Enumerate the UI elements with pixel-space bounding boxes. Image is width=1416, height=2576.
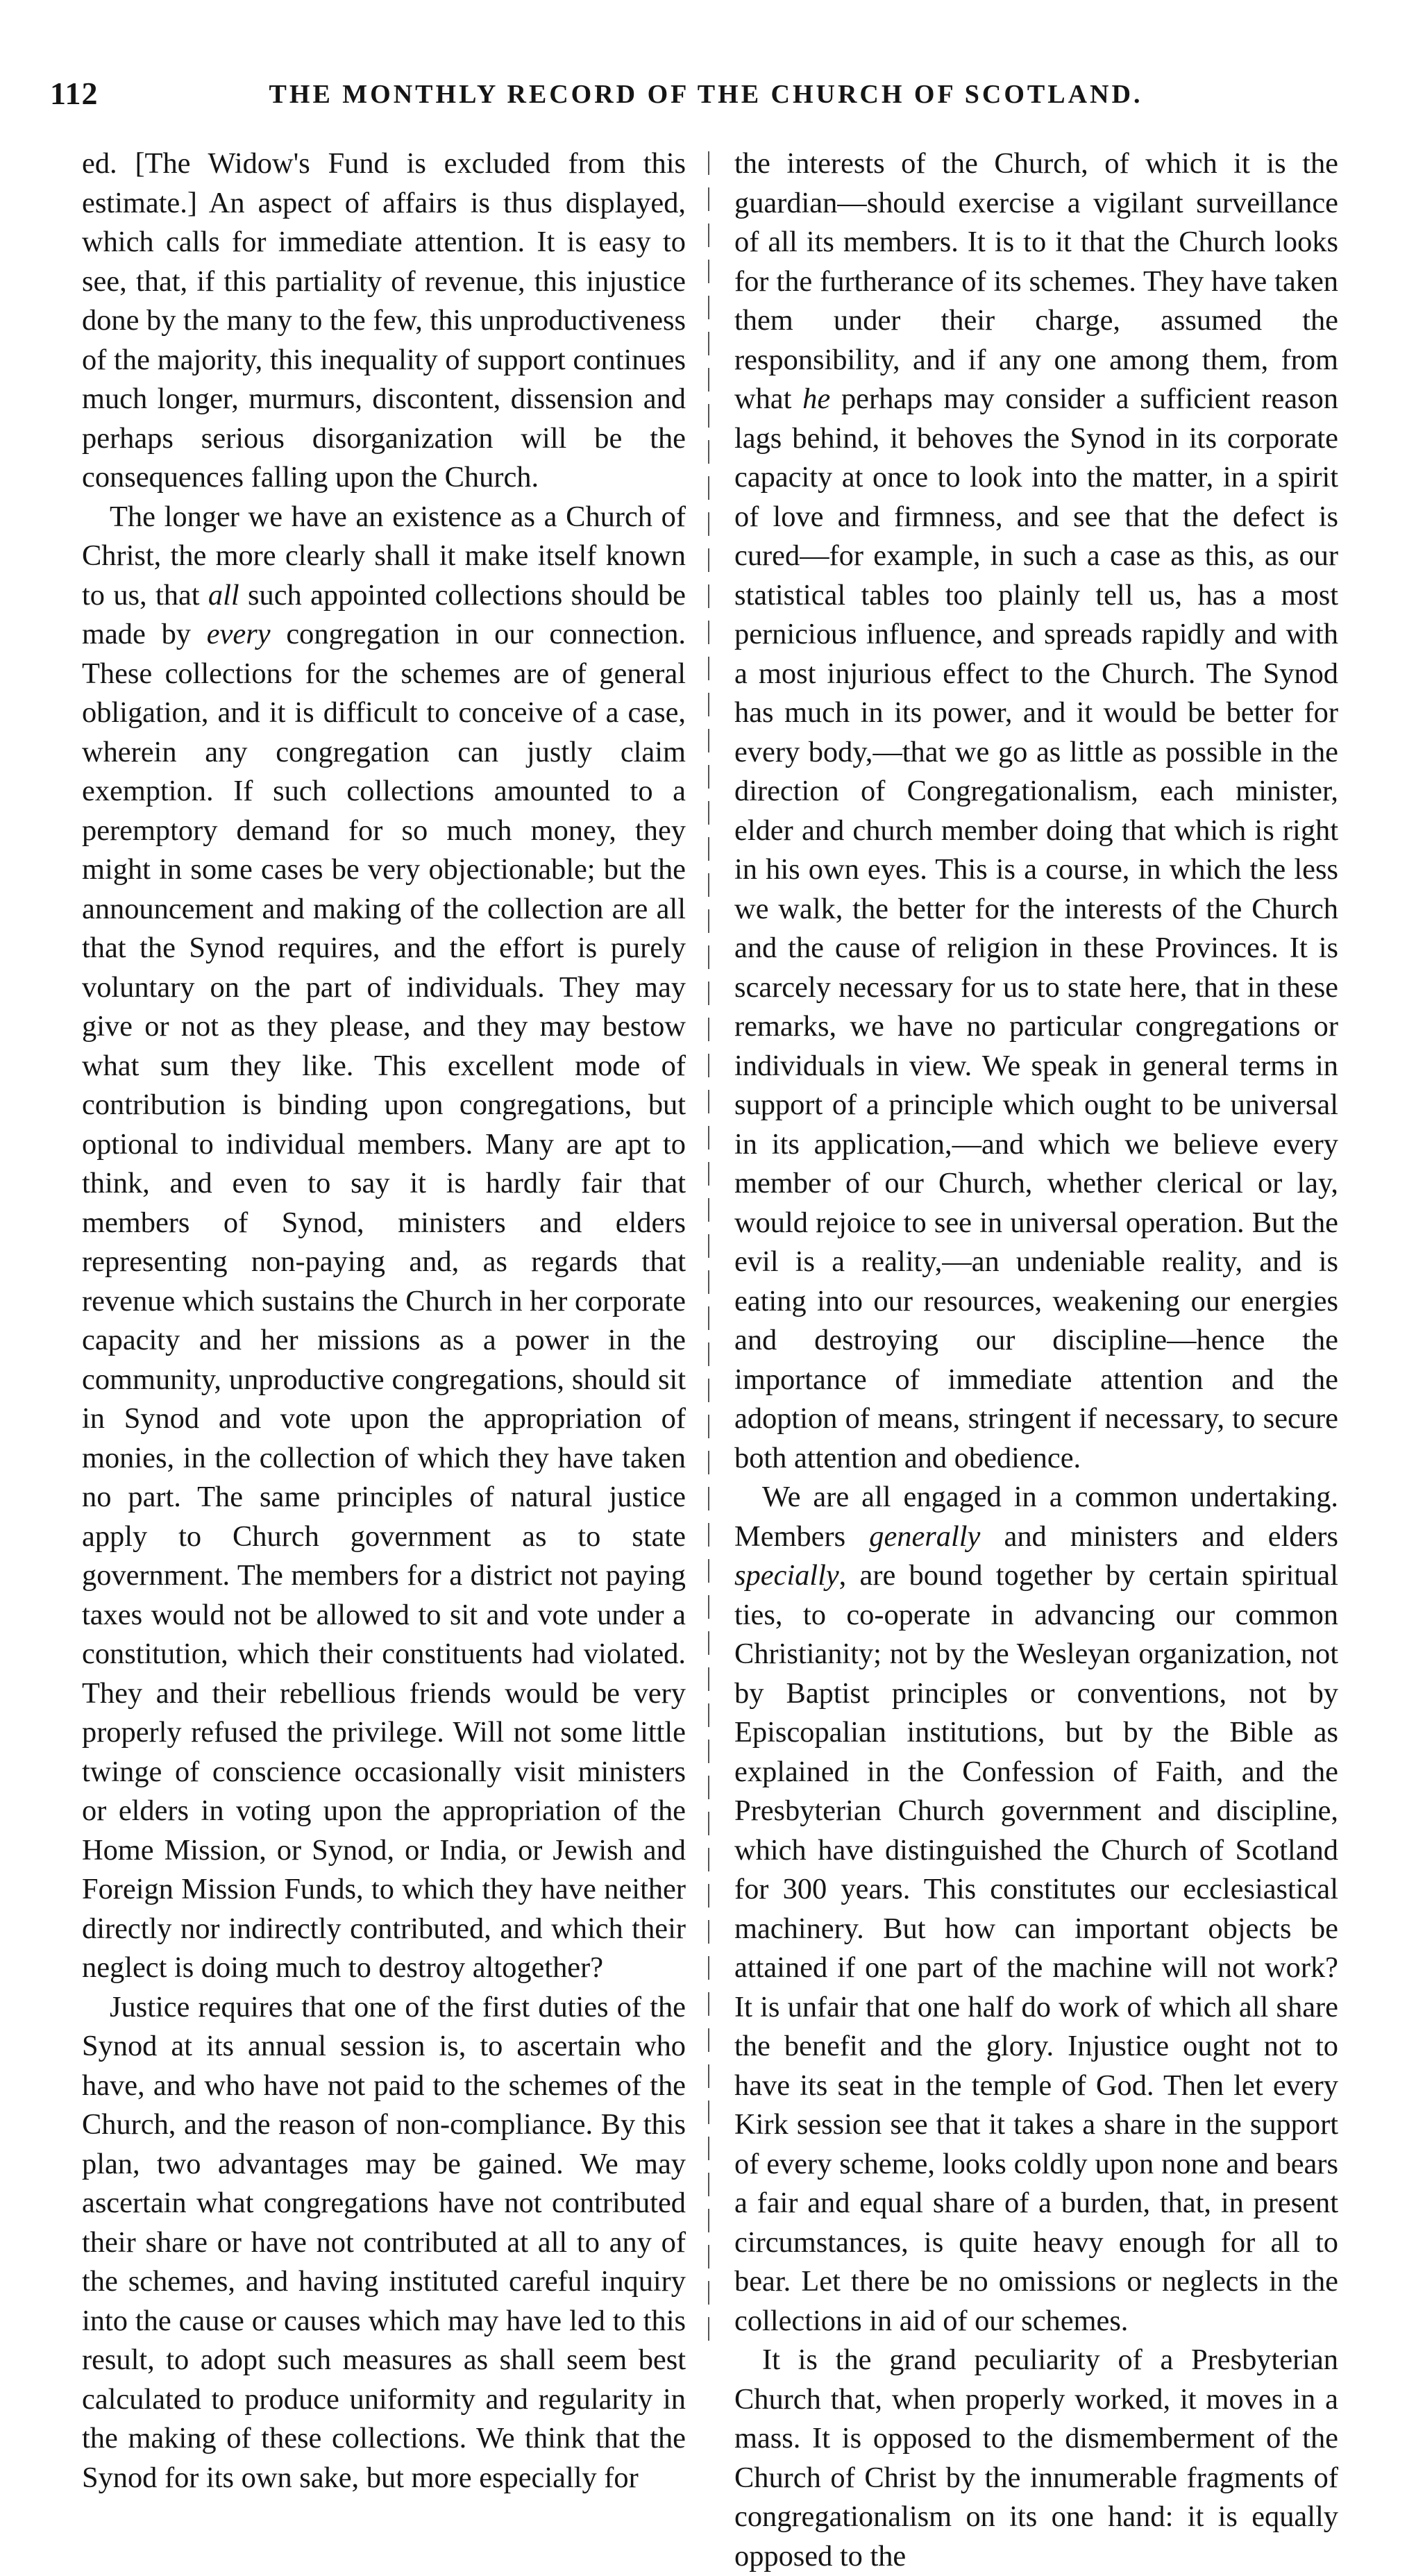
left-p2-text-a: The longer we have an existence as a Church of Christ, the more clearly shall it make itself known to us, that — [82, 500, 686, 612]
text-columns — [82, 144, 1339, 2573]
column-divider — [708, 151, 709, 2345]
left-column — [82, 144, 686, 2494]
right-paragraph-1 — [734, 144, 1338, 1478]
right-p1-emphasis-he: he — [802, 382, 831, 415]
left-paragraph-1: ed. [The Widow's Fund is excluded from this estimate.] An aspect of affairs is thus displayed, which calls for immediate attention. It is easy to see, that, if this partiality of revenue, this injustice done by the many to the few, this unproductiveness of the majority, this inequality of support continues much longer, murmurs, discontent, dissension and perhaps serious disorganization will be the consequences falling upon the Church. — [82, 147, 686, 494]
right-column — [734, 144, 1339, 2573]
left-p2-text-c: congregation in our connection. These collections for the schemes are of general obligation, and it is difficult to conceive of a case, wherein any congregation can justly claim exemption. If such collections amounted to a peremptory demand for so much money, they might in some cases be very objectionable; but the announcement and making of the collection are all that the Synod requires, and the effort is purely voluntary on the part of individuals. They may give or not as they please, and they may bestow what sum they like. This excellent mode of contribution is binding upon congregations, but optional to individual members. Many are apt to think, and even to say it is hardly fair that members of Synod, ministers and elders representing non-paying and, as regards that revenue which sustains the Church in her corporate capacity and her missions as a power in the community, unproductive congregations, should sit in Synod and vote upon the appropriation of monies, in the collection of which they have taken no part. The same principles of natural justice apply to Church government as to state government. The members for a district not paying taxes would not be allowed to sit and vote under a constitution, which their constituents had violated. They and their rebellious friends would be very properly refused the privilege. Will not some little twinge of conscience occasionally visit ministers or elders in voting upon the appropriation of the Home Mission, or Synod, or India, or Jewish and Foreign Mission Funds, to which they have neither directly nor indirectly contributed, and which their neglect is doing much to destroy altogether? — [82, 618, 686, 1984]
left-p2-emphasis-every: every — [206, 618, 271, 650]
right-paragraph-3: It is the grand peculiarity of a Presbyterian Church that, when properly worked, it moves in a mass. It is opposed to the dismemberment of the Church of Christ by the innumerable fragments of congregationalism on its one hand: it is equally opposed to the — [734, 2343, 1338, 2573]
left-p2-emphasis-all: all — [208, 578, 239, 612]
right-p1-text-a: the interests of the Church, of which it is the guardian—should exercise a vigilant surveillance of all its members. It is to it that the Church looks for the furtherance of its schemes. They have taken them under their charge, assumed the responsibility, and if any one among them, from what — [734, 147, 1338, 415]
right-p2-emphasis-generally: generally — [869, 1519, 981, 1553]
right-p2-text-b: and ministers and elders — [980, 1519, 1339, 1553]
right-p2-text-c: , are bound together by certain spiritual ties, to co-operate in advancing our common Christianity; not by the Wesleyan organization, not by Baptist principles or conventions, not by Episcopalian institutions, but by the Bible as explained in the Confession of Faith, and the Presbyterian Church government and discipline, which have distinguished the Church of Scotland for 300 years. This constitutes our ecclesiastical machinery. But how can important objects be attained if one part of the machine will not work? It is unfair that one half do work of which all share the benefit and the glory. Injustice ought not to have its seat in the temple of God. Then let every Kirk session see that it takes a share in the support of every scheme, looks coldly upon none and bears a fair and equal share of a burden, that, in present circumstances, is quite heavy enough for all to bear. Let there be no omissions or neglects in the collections in aid of our schemes. — [734, 1559, 1338, 2337]
right-p1-text-b: perhaps may consider a sufficient reason lags behind, it behoves the Synod in its corporate capacity at once to look into the matter, in a spirit of love and firmness, and see that the defect is cured—for example, in such a case as this, as our statistical tables too plainly tell us, has a most pernicious influence, and spreads rapidly and with a most injurious effect to the Church. The Synod has much in its power, and it would be better for every body,—that we go as little as possible in the direction of Congregationalism, each minister, elder and church member doing that which is right in his own eyes. This is a course, in which the less we walk, the better for the interests of the Church and the cause of religion in these Provinces. It is scarcely necessary for us to state here, that in these remarks, we have no particular congregations or individuals in view. We speak in general terms in support of a principle which ought to be universal in its application,—and which we believe every member of our Church, whether clerical or lay, would rejoice to see in universal operation. But the evil is a reality,—an undeniable reality, and is eating into our resources, weakening our energies and destroying our discipline—hence the importance of immediate attention and the adoption of means, stringent if necessary, to secure both attention and obedience. — [734, 382, 1338, 1474]
running-title: THE MONTHLY RECORD OF THE CHURCH OF SCOTLAND. — [269, 80, 1143, 109]
page-number: 112 — [50, 76, 99, 111]
page-header — [50, 75, 1362, 124]
left-paragraph-2 — [82, 498, 686, 1988]
right-p2-text-a: We are all engaged in a common undertaking. Members — [734, 1481, 1338, 1553]
left-paragraph-3: Justice requires that one of the first duties of the Synod at its annual session is, to ascertain who have, and who have not paid to the schemes of the Church, and the reason of non-compliance. By this plan, two advantages may be gained. We may ascertain what congregations have not contributed their share or have not contributed at all to any of the schemes, and having instituted careful inquiry into the cause or causes which may have led to this result, to adopt such measures as shall seem best calculated to produce uniformity and regularity in the making of these collections. We think that the Synod for its own sake, but more especially for — [82, 1990, 686, 2494]
left-p2-text-b: such appointed collections should be made by — [82, 578, 686, 650]
right-paragraph-2 — [734, 1478, 1338, 2341]
right-p2-emphasis-specially: specially — [734, 1559, 839, 1592]
